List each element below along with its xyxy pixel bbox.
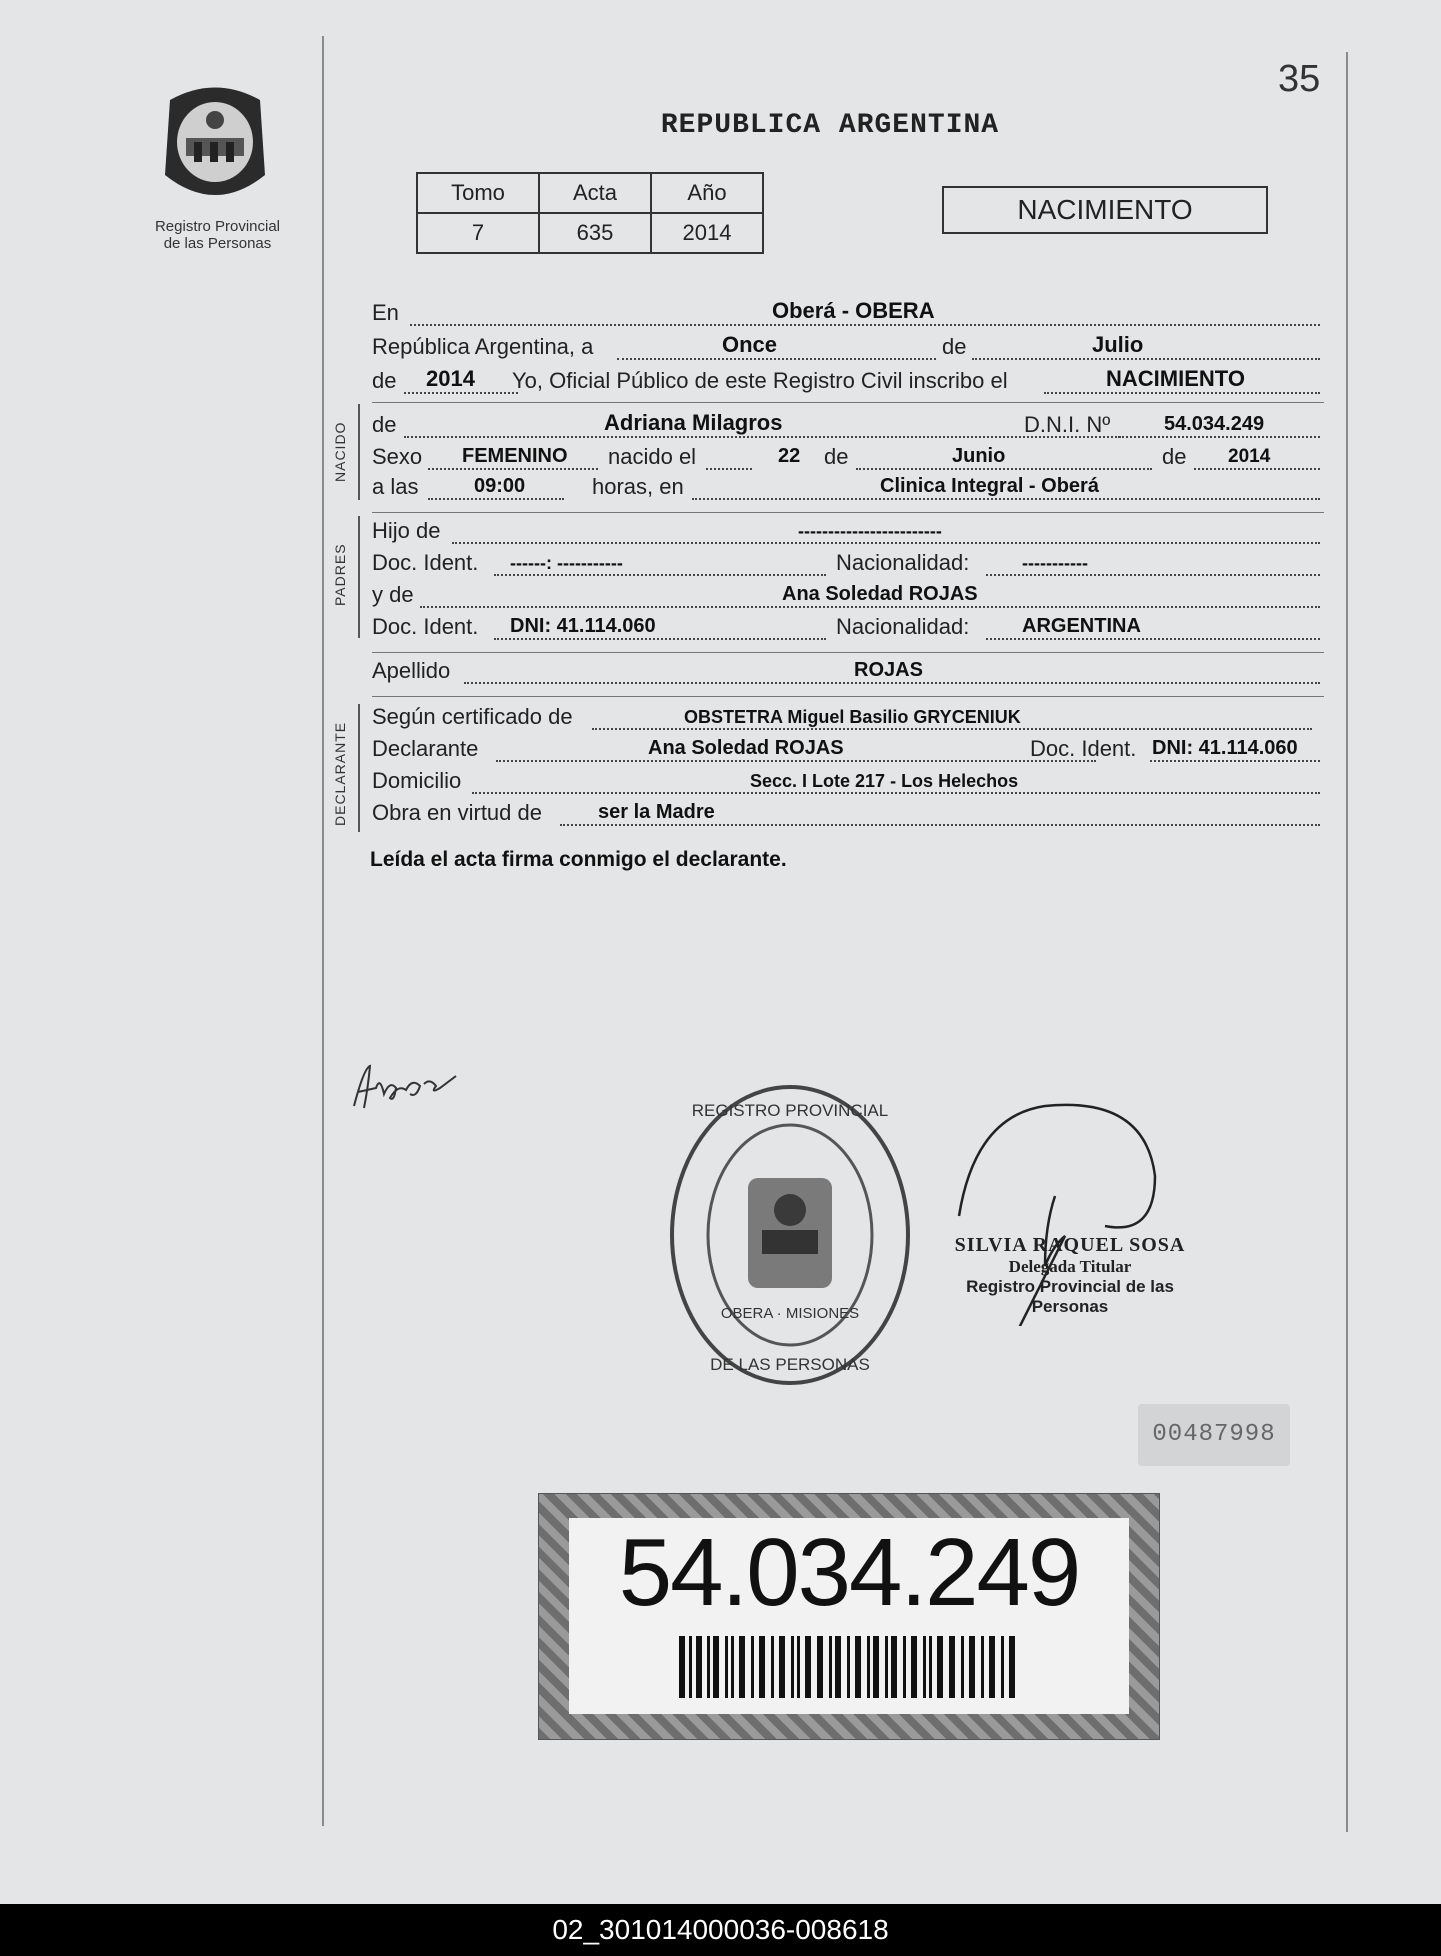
section-label-padres: PADRES bbox=[332, 543, 348, 606]
left-margin-line bbox=[322, 36, 324, 1826]
birth-year-value: 2014 bbox=[1228, 446, 1271, 467]
place-value: Oberá - OBERA bbox=[772, 298, 935, 323]
day-words-value: Once bbox=[722, 332, 778, 357]
birth-place-value: Clinica Integral - Oberá bbox=[880, 475, 1099, 497]
label-hijo-de: Hijo de bbox=[372, 518, 441, 543]
capacity-value: ser la Madre bbox=[598, 801, 715, 823]
row-child-name bbox=[372, 412, 1320, 442]
month-value: Julio bbox=[1092, 332, 1144, 357]
section-bar-nacido bbox=[358, 404, 360, 500]
registry-stamp-icon bbox=[666, 1080, 914, 1390]
svg-text:OBERA · MISIONES: OBERA · MISIONES bbox=[720, 1305, 860, 1322]
label-sexo: Sexo bbox=[372, 444, 423, 469]
row-time-place bbox=[372, 474, 1320, 504]
office-line-2: de las Personas bbox=[163, 235, 272, 252]
country-title: REPUBLICA ARGENTINA bbox=[660, 110, 1000, 141]
child-dni-value: 54.034.249 bbox=[1164, 413, 1265, 435]
father-nationality-value: ----------- bbox=[1022, 553, 1088, 573]
label-de: de bbox=[372, 368, 397, 393]
birth-time-value: 09:00 bbox=[474, 475, 526, 497]
value-tomo: 7 bbox=[417, 213, 539, 253]
birth-day-value: 22 bbox=[778, 445, 801, 467]
birth-month-value: Junio bbox=[952, 445, 1006, 467]
register-table bbox=[416, 172, 764, 254]
svg-text:REGISTRO PROVINCIAL: REGISTRO PROVINCIAL bbox=[691, 1101, 889, 1120]
section-separator bbox=[372, 512, 1324, 513]
section-label-declarante: DECLARANTE bbox=[332, 721, 348, 826]
row-certificate bbox=[372, 704, 1320, 734]
surname-value: ROJAS bbox=[854, 659, 923, 681]
header-acta: Acta bbox=[539, 173, 651, 213]
row-mother-doc bbox=[372, 614, 1320, 644]
row-mother bbox=[372, 582, 1320, 612]
mother-nationality-value: ARGENTINA bbox=[1022, 615, 1141, 637]
label-obra-virtud: Obra en virtud de bbox=[372, 800, 542, 825]
dotted-line bbox=[972, 356, 1320, 360]
value-ano: 2014 bbox=[651, 213, 763, 253]
label-de: de bbox=[824, 444, 849, 469]
label-en: En bbox=[372, 300, 399, 325]
row-surname bbox=[372, 658, 1320, 688]
barcode-icon bbox=[679, 1636, 1019, 1698]
label-doc-ident: Doc. Ident. bbox=[1030, 736, 1137, 761]
label-doc-ident: Doc. Ident. bbox=[372, 614, 479, 639]
label-nacionalidad: Nacionalidad: bbox=[836, 614, 970, 639]
row-place bbox=[372, 300, 1320, 330]
father-name-value: ------------------------ bbox=[798, 521, 942, 541]
label-nacido-el: nacido el bbox=[608, 444, 697, 469]
dotted-line bbox=[706, 466, 752, 470]
label-declarante: Declarante bbox=[372, 736, 479, 761]
right-margin-line bbox=[1346, 52, 1348, 1832]
mother-name-value: Ana Soledad ROJAS bbox=[782, 583, 978, 605]
header-tomo: Tomo bbox=[417, 173, 539, 213]
id-label-number: 54.034.249 bbox=[618, 1519, 1080, 1626]
footer-code: 02_301014000036-008618 bbox=[0, 1904, 1441, 1956]
row-father-doc bbox=[372, 550, 1320, 580]
closing-statement: Leída el acta firma conmigo el declarante. bbox=[370, 848, 787, 871]
row-father bbox=[372, 518, 1320, 548]
row-sex-birthdate bbox=[372, 444, 1320, 474]
label-republica: República Argentina, a bbox=[372, 334, 594, 359]
header-ano: Año bbox=[651, 173, 763, 213]
label-domicilio: Domicilio bbox=[372, 768, 462, 793]
official-office: Registro Provincial de las Personas bbox=[966, 1277, 1174, 1316]
id-label-inner bbox=[569, 1518, 1129, 1714]
declarant-signature-icon bbox=[350, 1058, 460, 1118]
row-capacity bbox=[372, 800, 1320, 830]
row-address bbox=[372, 768, 1320, 798]
official-name: SILVIA RAQUEL SOSA bbox=[954, 1234, 1186, 1256]
label-segun-certificado: Según certificado de bbox=[372, 704, 573, 729]
address-value: Secc. I Lote 217 - Los Helechos bbox=[750, 771, 1019, 791]
section-bar-declarante bbox=[358, 704, 360, 832]
section-label-nacido: NACIDO bbox=[332, 421, 348, 482]
label-yo-oficial: Yo, Oficial Público de este Registro Civil inscribo el bbox=[512, 368, 1008, 393]
page-number: 35 bbox=[1278, 58, 1321, 100]
label-de: de bbox=[942, 334, 967, 359]
serial-number: 00487998 bbox=[1138, 1404, 1290, 1466]
section-separator bbox=[372, 402, 1324, 403]
label-horas-en: horas, en bbox=[592, 474, 684, 499]
id-number-label bbox=[538, 1493, 1160, 1740]
section-separator bbox=[372, 696, 1324, 697]
province-seal-icon bbox=[150, 80, 280, 220]
label-de: de bbox=[372, 412, 397, 437]
label-doc-ident: Doc. Ident. bbox=[372, 550, 479, 575]
label-dni: D.N.I. Nº bbox=[1024, 412, 1111, 437]
father-doc-value: ------: ----------- bbox=[510, 553, 623, 573]
official-signature-block bbox=[940, 1234, 1200, 1317]
registry-office-name bbox=[130, 218, 305, 252]
mother-doc-value: DNI: 41.114.060 bbox=[510, 615, 656, 637]
document-type-box: NACIMIENTO bbox=[942, 186, 1268, 234]
row-year-event bbox=[372, 368, 1320, 398]
label-y-de: y de bbox=[372, 582, 414, 607]
declarant-value: Ana Soledad ROJAS bbox=[648, 737, 844, 759]
sex-value: FEMENINO bbox=[462, 445, 568, 467]
label-nacionalidad: Nacionalidad: bbox=[836, 550, 970, 575]
label-a-las: a las bbox=[372, 474, 419, 499]
label-apellido: Apellido bbox=[372, 658, 451, 683]
label-de: de bbox=[1162, 444, 1187, 469]
value-acta: 635 bbox=[539, 213, 651, 253]
certificate-by-value: OBSTETRA Miguel Basilio GRYCENIUK bbox=[684, 707, 1021, 727]
declarant-doc-value: DNI: 41.114.060 bbox=[1152, 737, 1298, 759]
year-value: 2014 bbox=[426, 366, 475, 391]
section-separator bbox=[372, 652, 1324, 653]
row-date bbox=[372, 334, 1320, 364]
event-value: NACIMIENTO bbox=[1106, 366, 1245, 391]
svg-text:DE LAS PERSONAS: DE LAS PERSONAS bbox=[710, 1355, 870, 1374]
office-line-1: Registro Provincial bbox=[154, 218, 281, 235]
section-bar-padres bbox=[358, 516, 360, 638]
row-declarant bbox=[372, 736, 1320, 766]
child-name-value: Adriana Milagros bbox=[604, 410, 783, 435]
official-title: Delegada Titular bbox=[1008, 1257, 1132, 1276]
